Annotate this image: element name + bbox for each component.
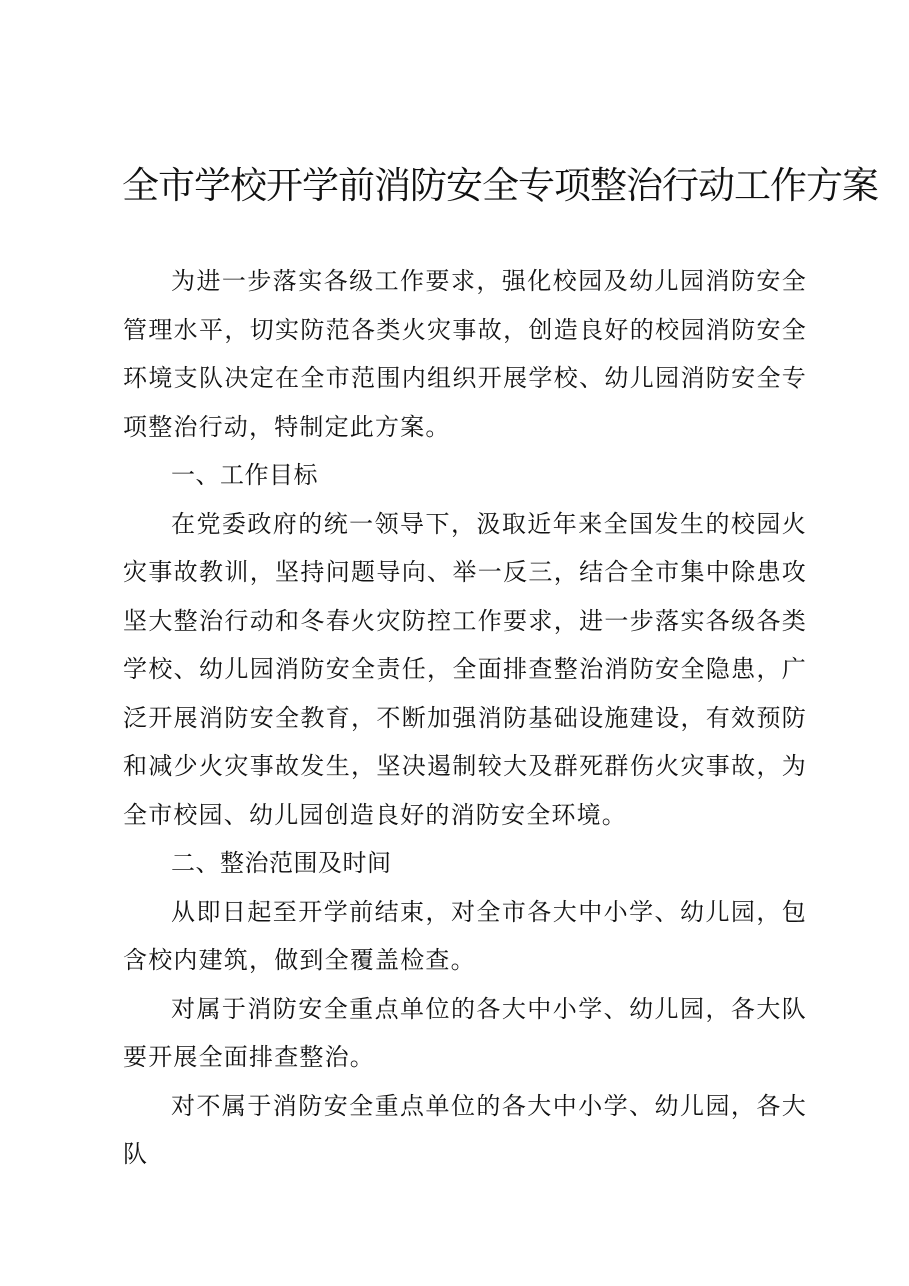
document-body xyxy=(123,257,807,1179)
document-title: 全市学校开学前消防安全专项整治行动工作方案 xyxy=(122,164,878,207)
section-heading-scope: 二、整治范围及时间 xyxy=(171,849,392,877)
section-heading-goals: 一、工作目标 xyxy=(171,461,318,489)
goals-paragraph: 在党委政府的统一领导下，汲取近年来全国发生的校园火灾事故教训，坚持问题导向、举一反三，结合全市集中除患攻坚大整治行动和冬春火灾防控工作要求，进一步落实各级各类学校、幼儿园消防安全责任，全面排查整治消防安全隐患，广泛开展消防安全教育，不断加强消防基础设施建设，有效预防和减少火灾事故发生，坚决遏制较大及群死群伤火灾事故，为全市校园、幼儿园创造良好的消防安全环境。 xyxy=(123,509,807,829)
intro-paragraph: 为进一步落实各级工作要求，强化校园及幼儿园消防安全管理水平，切实防范各类火灾事故，创造良好的校园消防安全环境支队决定在全市范围内组织开展学校、幼儿园消防安全专项整治行动，特制定此方案。 xyxy=(123,267,807,441)
non-key-units-paragraph: 对不属于消防安全重点单位的各大中小学、幼儿园，各大队 xyxy=(123,1091,807,1168)
key-units-paragraph: 对属于消防安全重点单位的各大中小学、幼儿园，各大队要开展全面排查整治。 xyxy=(123,994,807,1071)
scope-paragraph: 从即日起至开学前结束，对全市各大中小学、幼儿园，包含校内建筑，做到全覆盖检查。 xyxy=(123,897,807,974)
